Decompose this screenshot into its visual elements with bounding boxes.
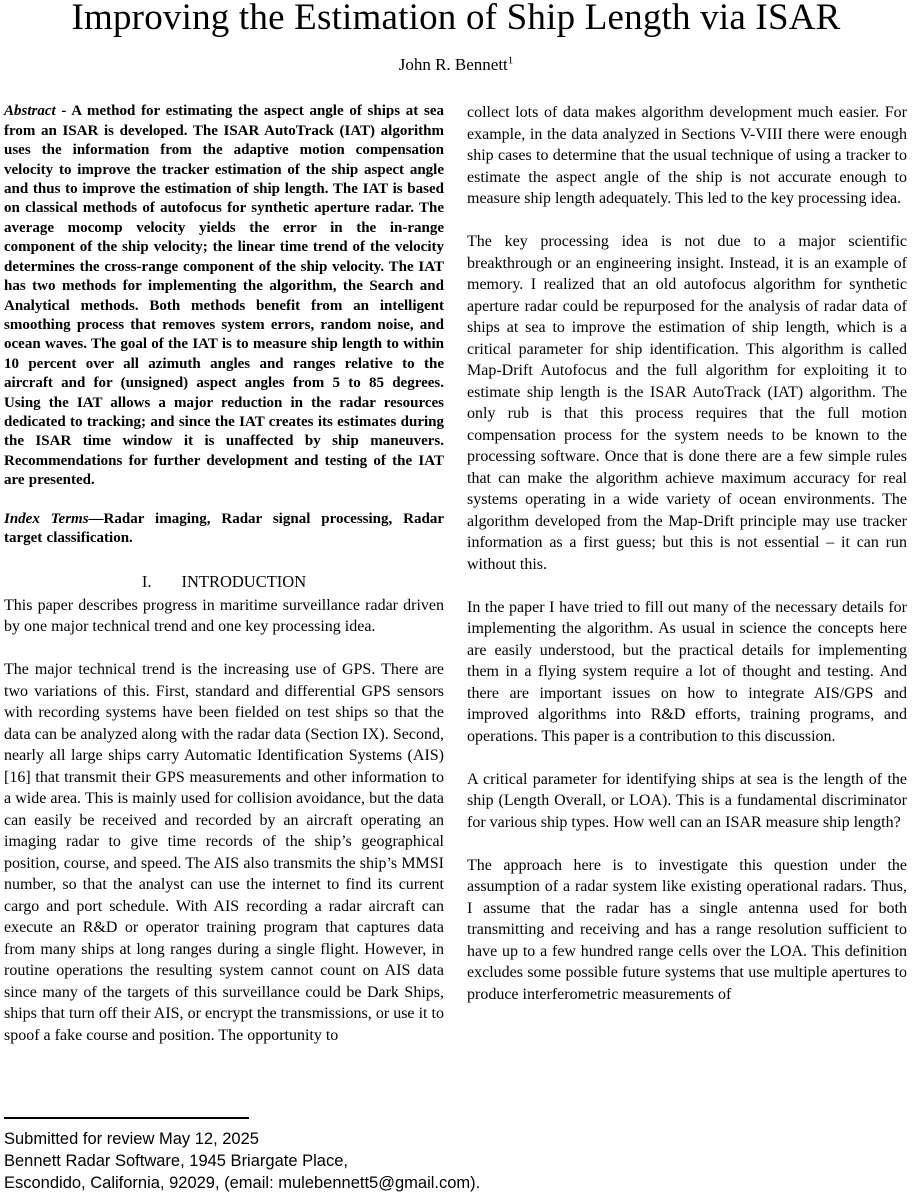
right-column bbox=[467, 102, 907, 1046]
body-paragraph: collect lots of data makes algorithm development much easier. For example, in the data analyzed in Sections V-VIII there were enough ship cases to determine that the usual technique of using a tracker to estimate the aspect angle of the ship is not accurate enough to measure ship length adequately. This led to the key processing idea. bbox=[467, 104, 907, 208]
footnote-separator-rule bbox=[4, 1117, 249, 1119]
paper-author bbox=[4, 55, 908, 75]
section-number: I. bbox=[141, 572, 152, 592]
two-column-body bbox=[4, 102, 908, 1046]
body-paragraph: The approach here is to investigate this question under the assumption of a radar system like existing operational radars. Thus, I assume that the radar has a single antenna used for both transmitting and receiving and has a range resolution sufficient to have up to a few hundred range cells over the LOA. This definition excludes some possible future systems that use multiple apertures to produce interferometric measurements of bbox=[467, 856, 907, 1003]
body-paragraph: In the paper I have tried to fill out many of the necessary details for implementing the algorithm. As usual in science the concepts here are easily understood, but the practical details for implementing them in a flying system require a lot of thought and testing. And there are important issues on how to integrate AIS/GPS and improved algorithms into R&D efforts, training programs, and operations. This paper is a contribution to this discussion. bbox=[467, 598, 907, 745]
index-terms-dash: — bbox=[88, 510, 104, 527]
author-name: John R. Bennett bbox=[398, 55, 508, 75]
body-paragraph: The major technical trend is the increasing use of GPS. There are two variations of this. First, standard and differential GPS sensors with recording systems have been fielded on test ships so that the data can be analyzed along with the radar data (Section IX). Second, nearly all large ships carry Automatic Identification Systems (AIS) [16] that transmit their GPS measurements and other information to a wide area. This is mainly used for collision avoidance, but the data can easily be received and recorded by an aircraft operating an imaging radar to give time records of the ship’s geographical position, course, and speed. The AIS also transmits the ship’s MMSI number, so that the analyst can use the internet to find its current cargo and port schedule. With AIS recording a radar aircraft can execute an R&D or operator training program that captures data from many ships at long ranges during a single flight. However, in routine operations the resulting system cannot count on AIS data since many of the targets of this surveillance could be Dark Ships, ships that turn off their AIS, or encrypt the transmissions, or use it to spoof a fake course and position. The opportunity to bbox=[4, 661, 444, 1044]
footnote-line-affiliation: Bennett Radar Software, 1945 Briargate Place, bbox=[4, 1152, 348, 1170]
footnote bbox=[4, 1117, 480, 1194]
abstract-separator: - bbox=[55, 103, 72, 120]
body-paragraph: A critical parameter for identifying ships at sea is the length of the ship (Length Overall, or LOA). This is a fundamental discriminator for various ship types. How well can an ISAR measure ship length? bbox=[467, 770, 907, 831]
footnote-line-submitted: Submitted for review May 12, 2025 bbox=[4, 1130, 259, 1148]
body-paragraph: This paper describes progress in maritime surveillance radar driven by one major technical trend and one key processing idea. bbox=[4, 596, 444, 636]
abstract-text: A method for estimating the aspect angle of ships at sea from an ISAR is developed. The ISAR AutoTrack (IAT) algorithm uses the information from the adaptive motion compensation velocity to improve the tracker estimation of the ship aspect angle and thus to improve the estimation of ship length. The IAT is based on classical methods of autofocus for synthetic aperture radar. The average mocomp velocity yields the error in the in-range component of the ship velocity; the linear time trend of the velocity determines the cross-range component of the ship velocity. The IAT has two methods for implementing the algorithm, the Search and Analytical methods. Both methods benefit from an intelligent smoothing process that removes system errors, random noise, and ocean waves. The goal of the IAT is to measure ship length to within 10 percent over all azimuth angles and ranges relative to the aircraft and for (unsigned) aspect angles from 5 to 85 degrees. Using the IAT allows a major reduction in the radar resources dedicated to tracking; and since the IAT creates its estimates during the ISAR time window it is unaffected by ship maneuvers. Recommendations for further development and testing of the IAT are presented. bbox=[4, 103, 445, 489]
section-heading-introduction bbox=[4, 571, 444, 593]
paper-title: Improving the Estimation of Ship Length via ISAR bbox=[71, 0, 841, 38]
author-affiliation-superscript: 1 bbox=[507, 54, 514, 67]
left-column bbox=[4, 102, 444, 1046]
section-title: INTRODUCTION bbox=[181, 572, 307, 592]
abstract-label: Abstract bbox=[4, 103, 56, 120]
index-terms-label: Index Terms bbox=[4, 510, 89, 527]
index-terms-paragraph bbox=[4, 510, 444, 549]
abstract-paragraph bbox=[4, 102, 444, 490]
index-terms-text: Radar imaging, Radar signal processing, Radar target classification. bbox=[4, 510, 445, 546]
footnote-line-address-email: Escondido, California, 92029, (email: mulebennett5@gmail.com). bbox=[4, 1174, 481, 1192]
body-paragraph: The key processing idea is not due to a major scientific breakthrough or an engineering insight. Instead, it is an example of memory. I realized that an old autofocus algorithm for synthetic aperture radar could be repurposed for the analysis of radar data of ships at sea to improve the estimation of ship length, which is a critical parameter for ship identification. This algorithm is called Map-Drift Autofocus and the full algorithm for exploiting it to estimate ship length is the ISAR AutoTrack (IAT) algorithm. The only rub is that this process requires that the full motion compensation process for the system needs to be known to the processing software. Once that is done there are a few simple rules that can make the algorithm achieve maximum accuracy for real systems operating in a wide variety of ocean environments. The algorithm developed from the Map-Drift principle may use tracker information as a first guess; but this is not essential – it can run without this. bbox=[467, 233, 907, 573]
